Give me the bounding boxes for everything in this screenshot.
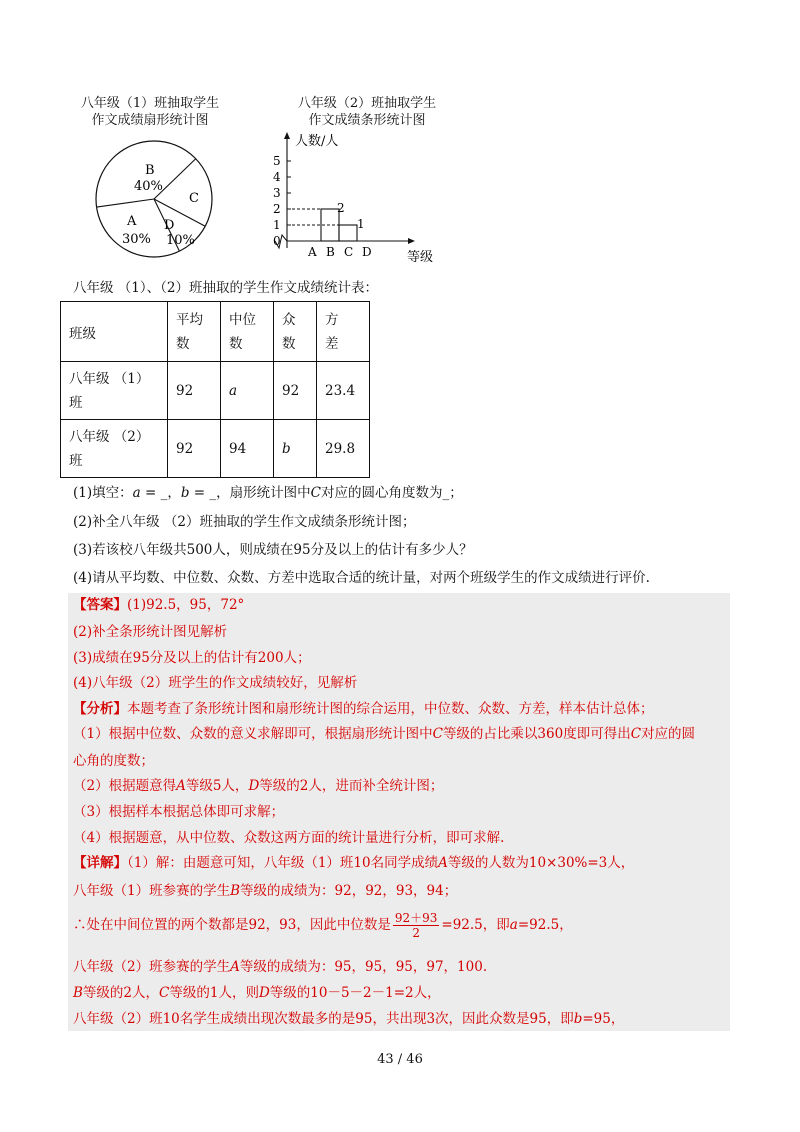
stats-table xyxy=(60,301,370,478)
pie-slice-boundary-b xyxy=(97,199,154,207)
row1-variance: 23.4 xyxy=(317,362,370,420)
header-variance: 方 差 xyxy=(317,302,370,362)
pie-label-a: A xyxy=(127,214,137,229)
pie-caption-line2: 作文成绩扇形统计图 xyxy=(91,113,209,128)
analysis-p2: （2）根据题意得A等级5人，D等级的2人，进而补全统计图； xyxy=(73,778,444,794)
pie-pct-b: 40% xyxy=(134,179,163,194)
pie-pct-d: 10% xyxy=(166,233,195,248)
median-fraction: $\frac{92+93}{2}$ xyxy=(394,911,438,940)
analysis-p3: （3）根据样本根据总体即可求解； xyxy=(73,804,285,820)
bar-caption xyxy=(272,95,462,129)
bar-caption-line2: 作文成绩条形统计图 xyxy=(308,113,426,128)
bar-rects xyxy=(287,209,357,241)
answer-line-4: (4)八年级（2）班学生的作文成绩较好，见解析 xyxy=(73,675,358,691)
x-tick-label-d: D xyxy=(362,245,372,259)
row1-mode: 92 xyxy=(274,362,317,420)
detail-line-4: 八年级（2）班参赛的学生A等级的成绩为：95，95，95，97，100. xyxy=(73,959,488,975)
answer-line-2: (2)补全条形统计图见解析 xyxy=(73,624,228,640)
row1-mean: 92 xyxy=(168,362,221,420)
row1-median: a xyxy=(221,362,274,420)
header-median: 中位 数 xyxy=(221,302,274,362)
row2-variance: 29.8 xyxy=(317,420,370,478)
row1-class: 八年级 （1） 班 xyxy=(61,362,168,420)
bar-axes xyxy=(275,132,415,248)
header-mean: 平均 数 xyxy=(168,302,221,362)
row2-median: 94 xyxy=(221,420,274,478)
pie-chart xyxy=(90,135,240,265)
row2-mode: b xyxy=(274,420,317,478)
bar-value-label-c: 1 xyxy=(357,217,365,231)
table-header-row xyxy=(61,302,370,362)
bar-value-label-b: 2 xyxy=(337,201,345,215)
pie-label-b: B xyxy=(145,163,155,178)
detail-line-5: B等级的2人，C等级的1人，则D等级的10－5－2－1=2人， xyxy=(73,985,441,1001)
y-tick-label-3: 3 xyxy=(273,186,281,200)
bar-x-ticks xyxy=(307,245,372,259)
x-tick-label-a: A xyxy=(308,245,317,259)
bar-y-ticks xyxy=(273,154,291,248)
analysis-p4: （4）根据题意，从中位数、众数这两方面的统计量进行分析，即可求解. xyxy=(73,830,505,846)
question-4: (4)请从平均数、中位数、众数、方差中选取合适的统计量，对两个班级学生的作文成绩进行评价. xyxy=(73,570,650,586)
y-tick-label-5: 5 xyxy=(273,154,281,168)
y-tick-label-4: 4 xyxy=(273,170,281,184)
pie-pct-a: 30% xyxy=(122,232,151,247)
detail-line-2: 八年级（1）班参赛的学生B等级的成绩为：92，92，93，94； xyxy=(73,883,458,899)
detail-line-3: ∴处在中间位置的两个数都是92，93，因此中位数是 $\frac{92+93}{2}$ =92.5，即a=92.5， xyxy=(73,911,573,940)
bar-chart xyxy=(255,130,455,270)
analysis-p1: （1）根据中位数、众数的意义求解即可，根据扇形统计图中C等级的占比乘以360度即可得出C对应的圆 xyxy=(73,726,696,742)
y-tick-label-1: 1 xyxy=(273,218,281,232)
analysis-p1-cont: 心角的度数； xyxy=(73,753,154,769)
header-mode: 众 数 xyxy=(274,302,317,362)
question-3: (3)若该校八年级共500人，则成绩在95分及以上的估计有多少人？ xyxy=(73,542,473,558)
y-tick-label-0: 0 xyxy=(273,234,281,248)
pie-caption-line1: 八年级（1）班抽取学生 xyxy=(80,96,220,111)
analysis-intro: 【分析】本题考查了条形统计图和扇形统计图的综合运用，中位数、众数、方差，样本估计总体； xyxy=(73,701,654,717)
question-1: (1)填空：a = _，b = _，扇形统计图中C对应的圆心角度数为_； xyxy=(73,485,463,501)
page-number: 43 / 46 xyxy=(377,1052,423,1067)
detail-line-6: 八年级（2）班10名学生成绩出现次数最多的是95，共出现3次，因此众数是95，即b=95， xyxy=(73,1011,625,1027)
table-intro: 八年级 （1）、（2）班抽取的学生作文成绩统计表： xyxy=(73,280,378,296)
table-row xyxy=(61,420,370,478)
detail-line-1: 【详解】（1）解：由题意可知，八年级（1）班10名同学成绩A等级的人数为10×30%=3人， xyxy=(73,855,635,871)
bar-y-title: 人数/人 xyxy=(295,134,339,149)
bar-c xyxy=(339,225,357,241)
answer-line-3: (3)成绩在95分及以上的估计有200人； xyxy=(73,650,311,666)
pie-caption xyxy=(60,95,240,129)
x-tick-label-c: C xyxy=(344,245,354,259)
row2-class: 八年级 （2） 班 xyxy=(61,420,168,478)
question-2: (2)补全八年级 （2）班抽取的学生作文成绩条形统计图； xyxy=(73,514,416,530)
table-row xyxy=(61,362,370,420)
pie-label-c: C xyxy=(189,191,199,206)
row2-mean: 92 xyxy=(168,420,221,478)
bar-x-title: 等级 xyxy=(407,250,434,265)
header-class: 班级 xyxy=(61,302,168,362)
pie-label-d: D xyxy=(164,218,175,233)
y-tick-label-2: 2 xyxy=(273,202,281,216)
x-tick-label-b: B xyxy=(326,245,335,259)
answer-line-1: 【答案】(1)92.5，95，72° xyxy=(73,597,245,613)
bar-caption-line1: 八年级（2）班抽取学生 xyxy=(297,96,437,111)
